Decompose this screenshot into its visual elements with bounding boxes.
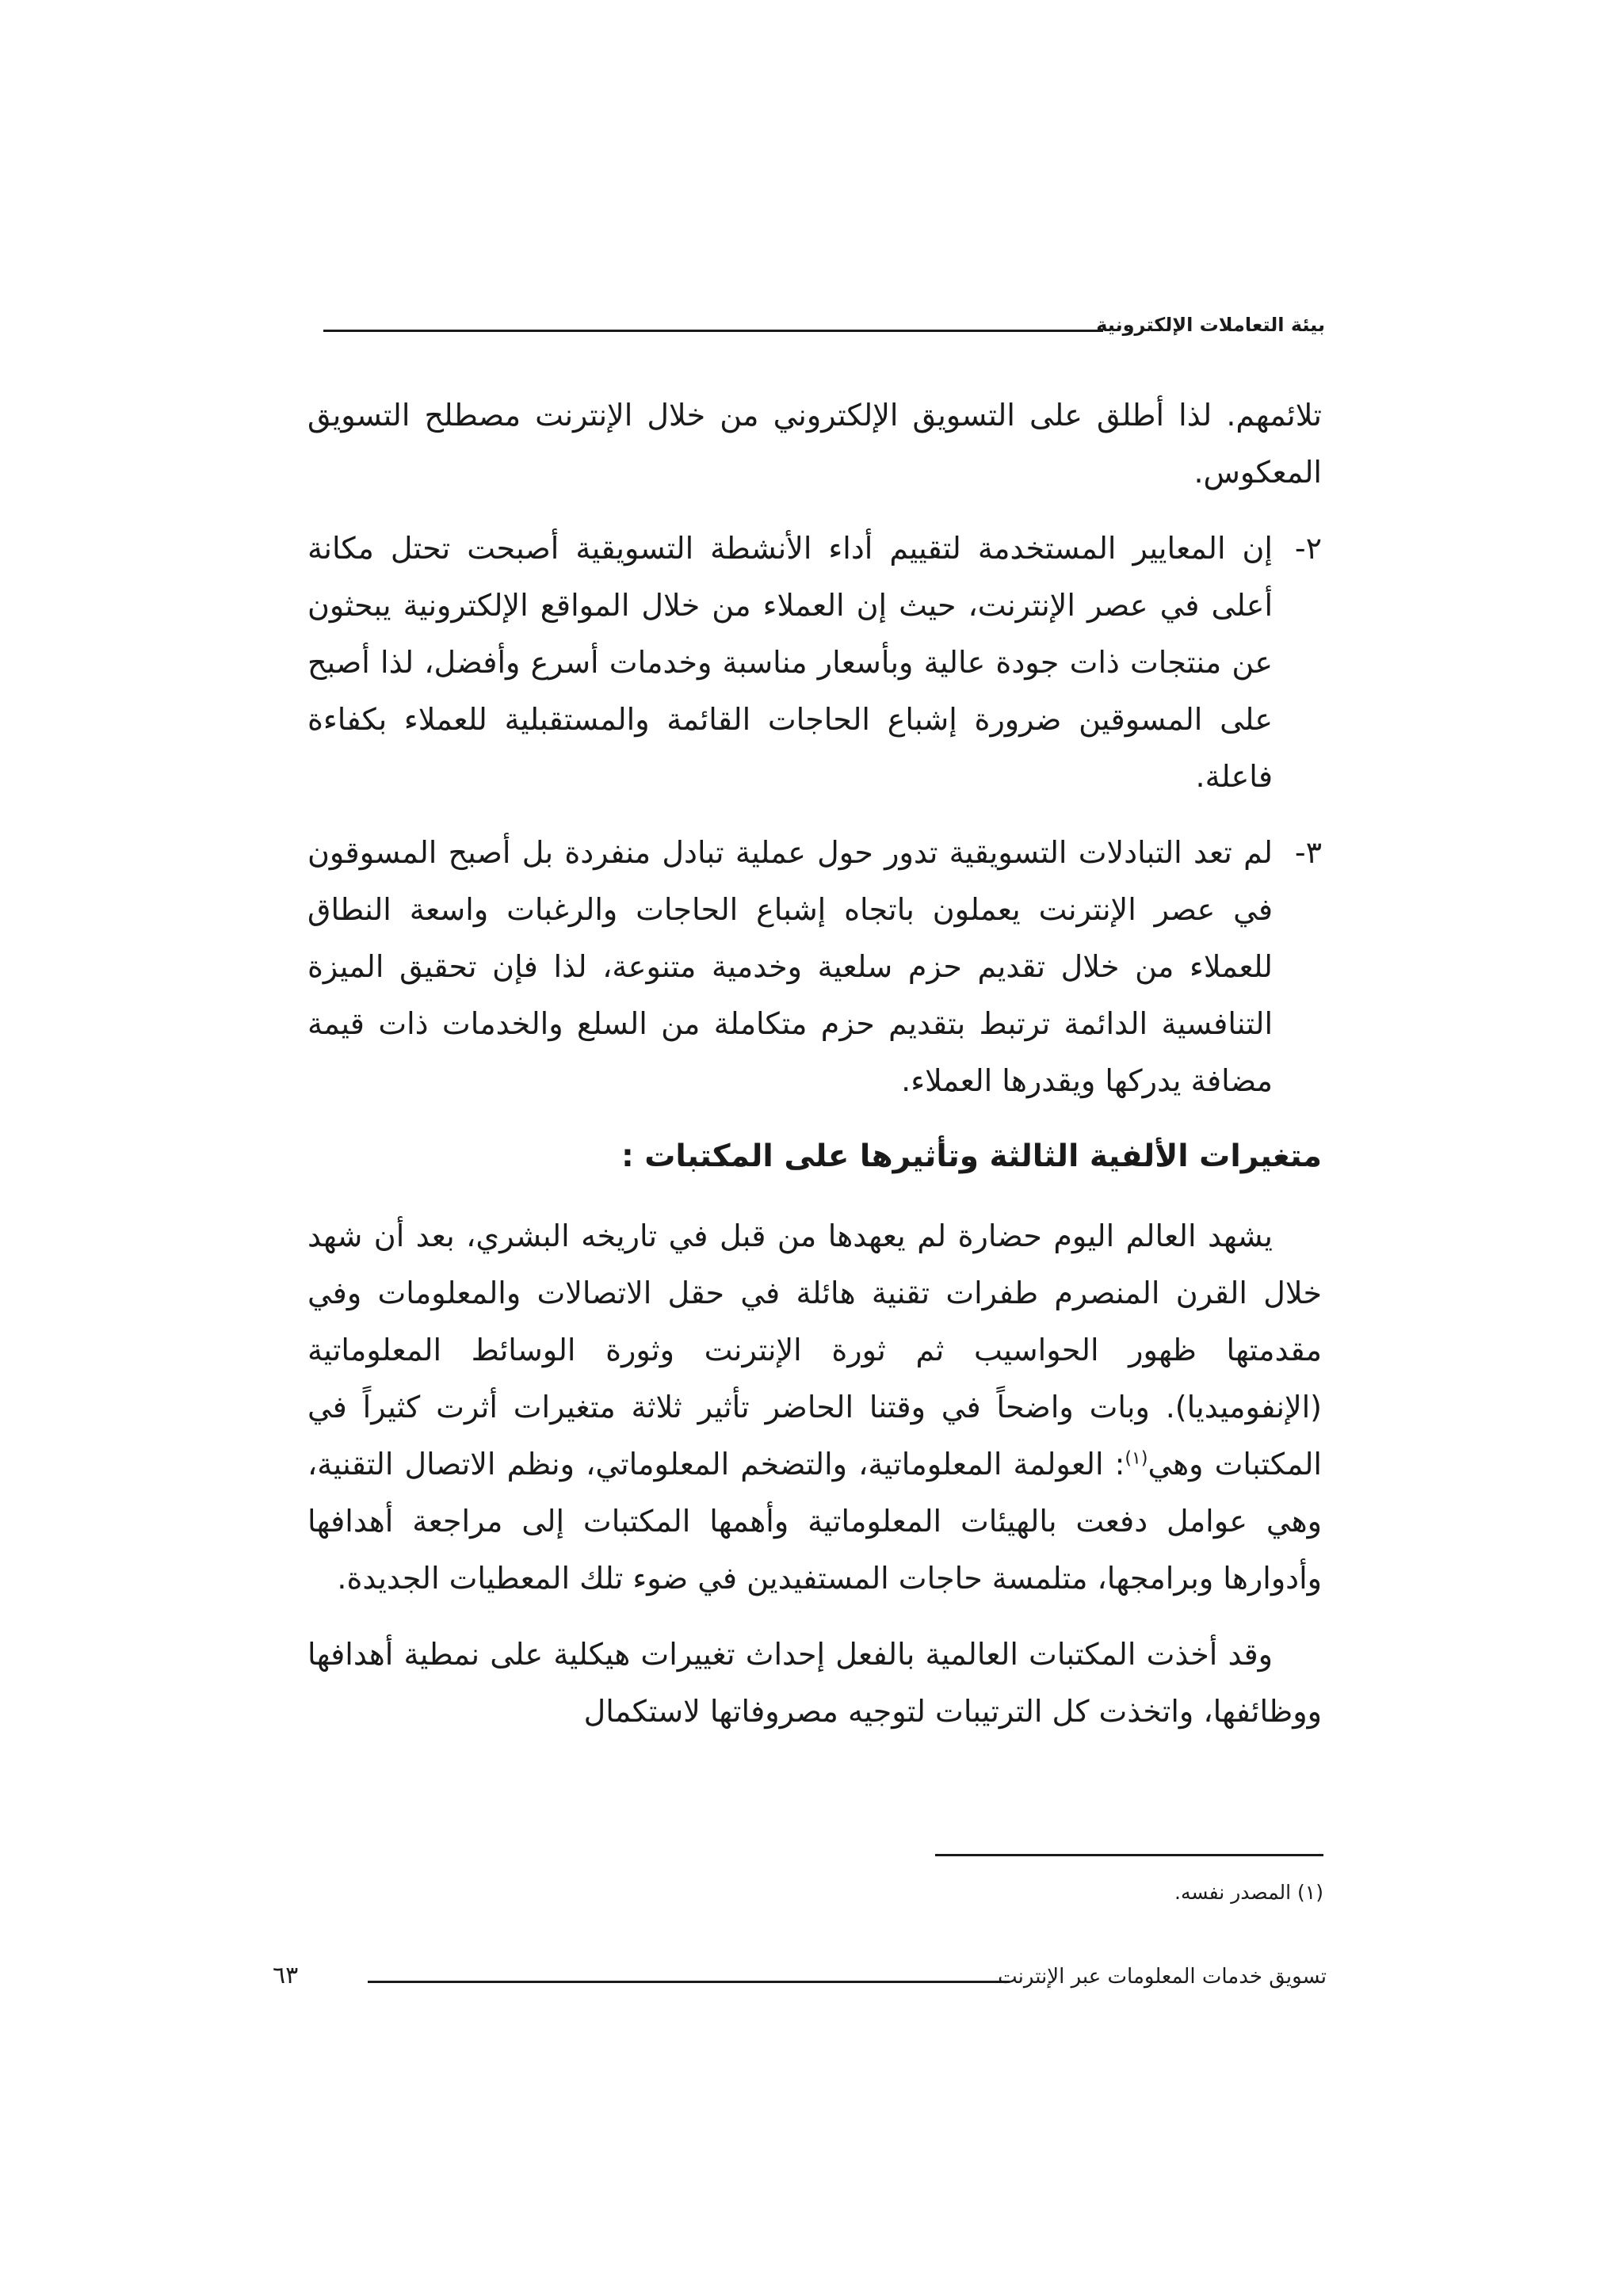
footnote-reference[interactable]: (١) [1125,1448,1148,1469]
paragraph-text: يشهد العالم اليوم حضارة لم يعهدها من قبل في تاريخه البشري، بعد أن شهد خلال القرن المنصرم طفرات تقنية هائلة في حقل الاتصالات والمعلومات وفي مقدمتها ظهور الحواسيب ثم ثورة الإنترنت وثورة الوسائط المعلوماتية (الإنفوميديا). وبات واضحاً في وقتنا الحاضر تأثير ثلاثة متغيرات أثرت كثيراً في المكتبات وهي [307,1219,1322,1482]
page-number: ٦٣ [273,1962,299,1989]
body-text [307,387,1322,1759]
list-item-number: ٢- [1294,531,1322,566]
list-item-number: ٣- [1294,835,1322,870]
section-heading: متغيرات الألفية الثالثة وتأثيرها على المكتبات : [621,1138,1322,1174]
paragraph-text: : العولمة المعلوماتية، والتضخم المعلوماتي، ونظم الاتصال التقنية، وهي عوامل دفعت بالهيئات المعلوماتية وأهمها المكتبات إلى مراجعة أهدافها وأدوارها وبرامجها، متلمسة حاجات المستفيدين في ضوء تلك المعطيات الجديدة. [307,1447,1322,1596]
continuation-paragraph: تلائمهم. لذا أطلق على التسويق الإلكتروني من خلال الإنترنت مصطلح التسويق المعكوس. [307,398,1322,490]
list-item-text: إن المعايير المستخدمة لتقييم أداء الأنشطة التسويقية أصبحت تحتل مكانة أعلى في عصر الإنترنت، حيث إن العملاء من خلال المواقع الإلكترونية يبحثون عن منتجات ذات جودة عالية وبأسعار مناسبة وخدمات أسرع وأفضل، لذا أصبح على المسوقين ضرورة إشباع الحاجات القائمة والمستقبلية للعملاء بكفاءة فاعلة. [307,531,1273,794]
footnote-text: (١) المصدر نفسه. [1174,1881,1323,1904]
body-paragraph [307,1207,1322,1607]
running-header [292,307,1325,355]
footnote-rule [935,1854,1323,1856]
list-item [307,824,1322,1109]
footer-book-title: تسويق خدمات المعلومات عبر الإنترنت [998,1965,1327,1989]
list-item-text: لم تعد التبادلات التسويقية تدور حول عملية تبادل منفردة بل أصبح المسوقون في عصر الإنترنت يعملون باتجاه إشباع الحاجات والرغبات واسعة النطاق للعملاء من خلال تقديم حزم سلعية وخدمية متنوعة، لذا فإن تحقيق الميزة التنافسية الدائمة ترتبط بتقديم حزم متكاملة من السلع والخدمات ذات قيمة مضافة يدركها ويقدرها العملاء. [307,835,1273,1098]
list-item [307,520,1322,805]
running-footer [273,1960,1327,2008]
footer-rule [368,1981,1010,1983]
running-header-title: بيئة التعاملات الإلكترونية [1096,314,1325,336]
body-paragraph: وقد أخذت المكتبات العالمية بالفعل إحداث تغييرات هيكلية على نمطية أهدافها ووظائفها، واتخذت كل الترتيبات لتوجيه مصروفاتها لاستكمال [307,1637,1322,1729]
header-rule [323,330,1103,332]
